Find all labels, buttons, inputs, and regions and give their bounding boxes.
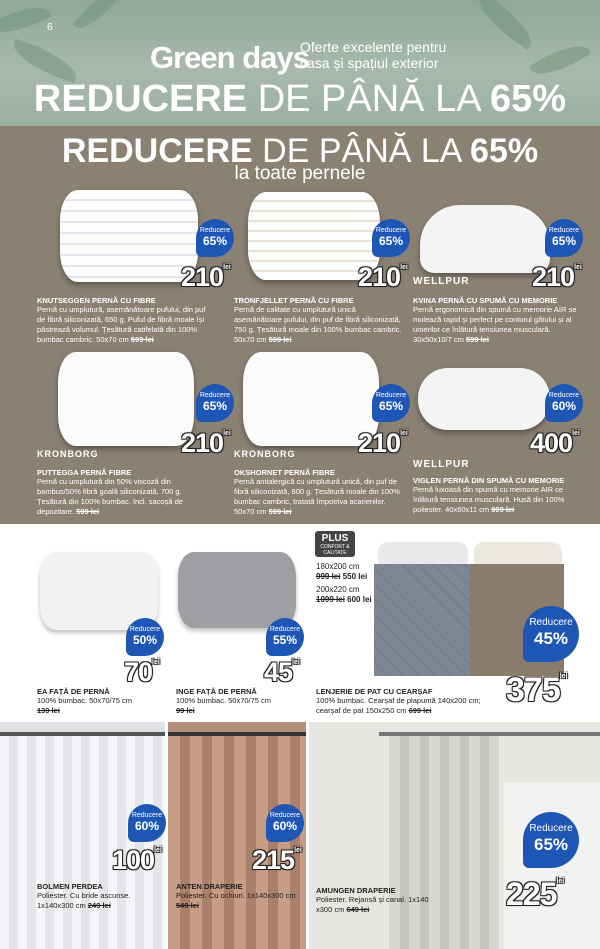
product-title[interactable]: VIGLEN PERNĂ DIN SPUMĂ CU MEMORIE — [413, 476, 565, 485]
price: $210^{lei}$ — [358, 262, 408, 292]
product-title[interactable]: ANTEN DRAPERIE — [176, 882, 243, 891]
section-title-bold: REDUCERE — [61, 132, 253, 170]
kvina-foam-pillow-image[interactable] — [420, 205, 550, 273]
section-title-rest: DE PÂNĂ LA — [262, 132, 461, 170]
product-description: 100% bumbac. 50x70/75 cm 99 lei — [176, 696, 272, 715]
product-description: Pernă de calitate cu umplutură unică asemănătoare pufului, din puf de fibră siliconizată, 750 g. Țesătură moale din 100% bumbac cambric. 50x70 cm 599 lei — [234, 305, 402, 344]
discount-badge: Reducere 60% — [128, 804, 166, 842]
puttegga-pillow-image[interactable] — [58, 352, 194, 446]
knutseggen-pillow-image[interactable] — [60, 190, 198, 282]
brand-title: Green days — [150, 40, 309, 75]
section-subtitle: la toate pernele — [234, 163, 366, 184]
size2: 200x220 cm — [316, 585, 360, 594]
brand-logo: WELLPUR — [413, 459, 470, 470]
price: $210^{lei}$ — [181, 428, 231, 458]
discount-badge: Reducere 45% — [523, 606, 579, 662]
banner-rest: DE PÂNĂ LA — [257, 78, 480, 120]
product-description: Pernă antialergică cu umplutură unică, din puf de fibră siliconizată, 800 g. Țesătură moale din 100% bumbac cambric, tratată împotriva acarienilor. 50x70 cm 599 lei — [234, 477, 400, 516]
discount-badge: Reducere 50% — [126, 618, 164, 656]
price: $70^{lei}$ — [124, 657, 160, 687]
product-title[interactable]: KNUTSEGGEN PERNĂ CU FIBRE — [37, 296, 156, 305]
product-title[interactable]: LENJERIE DE PAT CU CEARȘAF — [316, 687, 433, 696]
product-description: Poliester. Cu ochiuri. 1x140x300 cm 549 lei — [176, 891, 296, 910]
discount-badge: Reducere 65% — [196, 384, 234, 422]
tagline-line2: casa și spațiul exterior — [300, 55, 439, 71]
discount-badge: Reducere 65% — [545, 219, 583, 257]
discount-badge: Reducere 65% — [372, 384, 410, 422]
brand-logo: KRONBORG — [234, 449, 296, 459]
header-discount-banner — [0, 78, 600, 121]
product-title[interactable]: TRONFJELLET PERNĂ CU FIBRE — [234, 296, 354, 305]
product-description: Pernă luxoasă din spumă cu memorie AIR ce înlătură tensiunea musculară. Husă din 100% poliester. 40x60x11 cm 999 lei — [413, 485, 565, 514]
discount-badge: Reducere 60% — [545, 384, 583, 422]
size1-price: 999 lei 550 lei — [316, 572, 368, 581]
product-title[interactable]: EA FAȚĂ DE PERNĂ — [37, 687, 110, 696]
price: $210^{lei}$ — [181, 262, 231, 292]
product-description: 100% bumbac. 50x70/75 cm 139 lei — [37, 696, 133, 715]
discount-badge: Reducere 60% — [266, 804, 304, 842]
viglen-foam-pillow-image[interactable] — [418, 368, 550, 430]
product-title[interactable]: AMUNGEN DRAPERIE — [316, 886, 396, 895]
product-description: Pernă ergonomică din spumă cu memorie AIR se mulează rapid și perfect pe conturul gâtului și al umerilor ce înlătură tensiunea musculară. 30x50x10/7 cm 599 lei — [413, 305, 577, 344]
price: $100^{lei}$ — [112, 845, 162, 875]
banner-bold: REDUCERE — [33, 78, 248, 120]
brand-logo: WELLPUR — [413, 276, 470, 287]
tagline-line1: Oferte excelente pentru — [300, 39, 447, 55]
section-title-pct: 65% — [470, 132, 539, 170]
brand-tagline — [300, 39, 450, 71]
product-title[interactable]: PUTTEGGA PERNĂ FIBRE — [37, 468, 132, 477]
inge-pillowcase-image[interactable] — [178, 552, 296, 628]
product-description: Poliester. Cu bride ascunse. 1x140x300 cm 249 lei — [37, 891, 131, 910]
product-title[interactable]: KVINA PERNĂ CU SPUMĂ CU MEMORIE — [413, 296, 558, 305]
bedding-duvet-grey — [374, 564, 470, 676]
discount-badge: Reducere 65% — [372, 219, 410, 257]
price: $45^{lei}$ — [264, 657, 300, 687]
discount-badge: Reducere 65% — [196, 219, 234, 257]
price: $210^{lei}$ — [532, 262, 582, 292]
price: $400^{lei}$ — [530, 428, 580, 458]
price: $225^{lei}$ — [506, 876, 565, 912]
product-description: 100% bumbac. Cearșaf de plapumă 140x200 cm; cearșaf de pat 150x250 cm 699 lei — [316, 696, 481, 715]
plus-quality-badge: PLUS CONFORT & CALITATE — [315, 531, 355, 557]
product-description: Poliester. Rejansă și canal. 1x140 x300 cm 649 lei — [316, 895, 429, 914]
discount-badge: Reducere 65% — [523, 812, 579, 868]
product-title[interactable]: BOLMEN PERDEA — [37, 882, 103, 891]
price: $375^{lei}$ — [506, 671, 568, 709]
size1: 180x200 cm — [316, 562, 360, 571]
price: $215^{lei}$ — [252, 845, 302, 875]
product-title[interactable]: OKSHORNET PERNĂ FIBRE — [234, 468, 335, 477]
brand-logo: KRONBORG — [37, 449, 99, 459]
product-title[interactable]: INGE FAȚĂ DE PERNĂ — [176, 687, 257, 696]
discount-badge: Reducere 55% — [266, 618, 304, 656]
price: $210^{lei}$ — [358, 428, 408, 458]
page-number: 6 — [47, 22, 53, 33]
size2-price: 1099 lei 600 lei — [316, 595, 372, 604]
banner-pct: 65% — [490, 78, 567, 120]
product-description: Pernă cu umplutură, asemănătoare pufului, din puf de fibră siliconizată, 650 g. Puful de fibră moale își păstrează volumul. Țesătură catifelată din 100% bumbac cambric. 50x70 cm 599 lei — [37, 305, 206, 344]
product-description: Pernă cu umplutură din 50% viscoză din bambus/50% fibră goală siliconizată, 700 g. Țesătură din 100% bumbac. Incl. sacoșă de depozitare. 599 lei — [37, 477, 183, 516]
